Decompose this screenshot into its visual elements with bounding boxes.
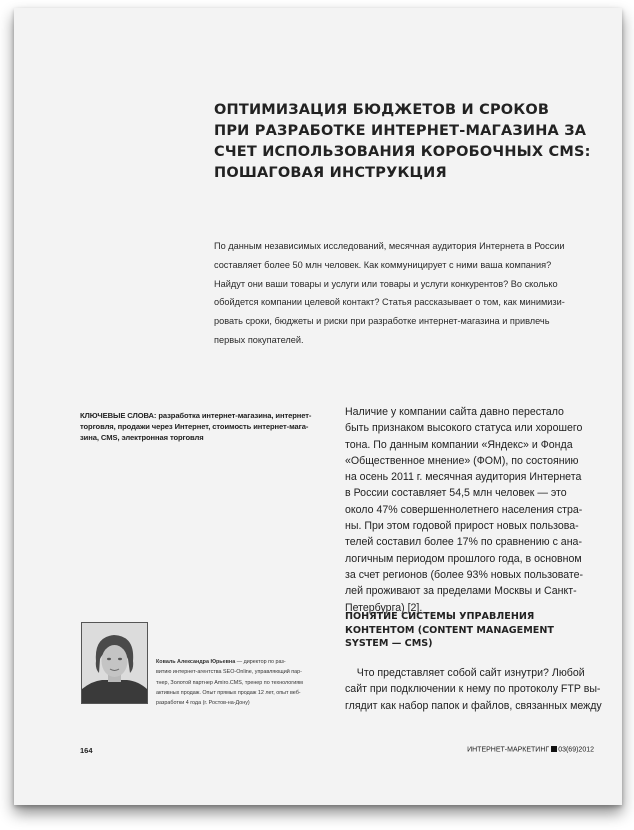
bio-text: — директор по раз- <box>235 659 286 665</box>
body-line: около 47% совершеннолетнего населения стра- <box>345 503 583 516</box>
title-line: ПОШАГОВАЯ ИНСТРУКЦИЯ <box>214 165 447 181</box>
body-line: на осень 2011 г. месячная аудитория Интернета <box>345 471 582 484</box>
body-line: Наличие у компании сайта давно перестало <box>345 406 564 418</box>
keywords-line: зина, CMS, электронная торговля <box>80 433 204 443</box>
author-portrait-image <box>82 623 147 703</box>
body-line: быть признаком высокого статуса или хорошего <box>345 422 583 435</box>
body-paragraph-intro <box>345 404 590 616</box>
body-paragraph-cms <box>345 665 602 714</box>
title-line: ОПТИМИЗАЦИЯ БЮДЖЕТОВ И СРОКОВ <box>214 102 550 118</box>
keywords-line: торговля, продажи через Интернет, стоимость интернет-мага- <box>80 422 309 432</box>
bio-line: активных продаж. Опыт прямых продаж 12 лет, опыт веб- <box>156 689 301 696</box>
section-heading <box>345 610 595 651</box>
lead-line: По данным независимых исследований, месячная аудитория Интернета в России <box>214 241 565 251</box>
bio-line: тнер, Золотой партнер Amiro.CMS, тренер по технологиям <box>156 679 303 686</box>
body-line: «Общественное мнение» (ФОМ), по состоянию <box>345 454 579 467</box>
lead-line: составляет более 50 млн человек. Как коммуницирует с ними ваша компания? <box>214 259 552 270</box>
author-bio <box>156 657 326 708</box>
body-line: логичным периодом прошлого года, в основном <box>345 552 582 565</box>
body-line: лей проживают за пределами Москвы и Санкт- <box>345 585 577 598</box>
section-heading-line: SYSTEM — CMS) <box>345 638 433 649</box>
body-line: в России составляет 54,5 млн человек — это <box>345 487 567 500</box>
article-title <box>214 100 604 184</box>
lead-line: Найдут они ваши товары и услуги или товары и услуги конкурентов? Во сколько <box>214 278 558 289</box>
body-line: телей составил более 17% по сравнению с ана- <box>345 536 582 549</box>
lead-line: ровать сроки, бюджеты и риски при разработке интернет-магазина и привлечь <box>214 316 550 327</box>
page-number: 164 <box>80 746 93 755</box>
bio-line: витию интернет-агентства SEO-Online, управляющий пар- <box>156 669 302 676</box>
issue-number: 03(69)2012 <box>558 746 594 754</box>
keywords-line: КЛЮЧЕВЫЕ СЛОВА: разработка интернет-магазина, интернет- <box>80 411 312 420</box>
body-line: ны. При этом годовой прирост новых пользова- <box>345 520 579 533</box>
body-line: сайт при подключении к нему по протоколу FTP вы- <box>345 683 601 696</box>
body-line: за счет регионов (более 93% новых пользовате- <box>345 568 584 581</box>
section-heading-line: КОНТЕНТОМ (CONTENT MANAGEMENT <box>345 624 554 636</box>
author-photo <box>81 622 148 704</box>
bio-line <box>156 657 326 667</box>
lead-line: обойдется компании целевой контакт? Статья рассказывает о том, как минимизи- <box>214 297 565 308</box>
title-line: СЧЕТ ИСПОЛЬЗОВАНИЯ КОРОБОЧНЫХ CMS: <box>214 144 591 160</box>
body-line: тона. По данным компании «Яндекс» и Фонда <box>345 438 573 451</box>
title-line: ПРИ РАЗРАБОТКЕ ИНТЕРНЕТ-МАГАЗИНА ЗА <box>214 123 587 139</box>
section-heading-line: ПОНЯТИЕ СИСТЕМЫ УПРАВЛЕНИЯ <box>345 611 535 622</box>
lead-line: первых покупателей. <box>214 334 304 345</box>
author-name: Коваль Александра Юрьевна <box>156 659 236 665</box>
magazine-footer <box>467 746 594 754</box>
square-bullet-icon <box>551 746 557 752</box>
body-line: Петербурга) [2]. <box>345 601 423 614</box>
body-line: Что представляет собой сайт изнутри? Любой <box>345 667 585 679</box>
body-line: глядит как набор папок и файлов, связанных между <box>345 699 602 712</box>
magazine-name: ИНТЕРНЕТ-МАРКЕТИНГ <box>467 746 550 754</box>
bio-line: разработки 4 года (г. Ростов-на-Дону) <box>156 700 250 707</box>
keywords-block <box>80 410 340 444</box>
article-lead <box>214 237 590 350</box>
